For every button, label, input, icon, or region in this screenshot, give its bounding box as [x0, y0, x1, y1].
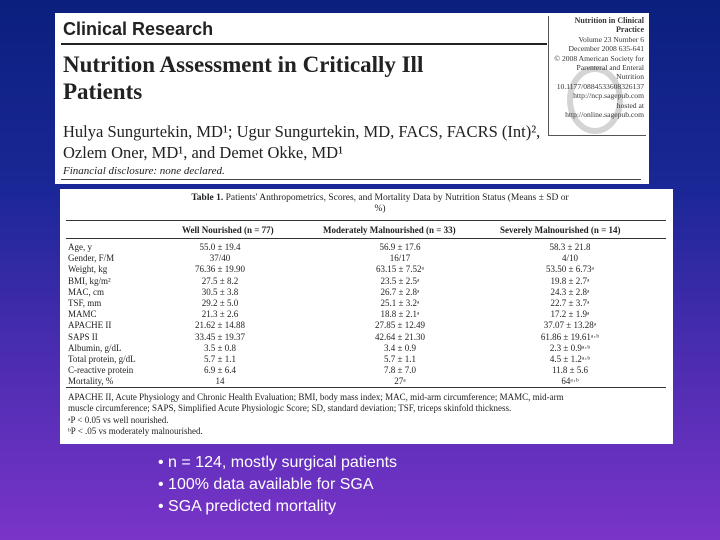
table-cell: 30.5 ± 3.8: [201, 286, 239, 297]
table-cell: 11.8 ± 5.6: [551, 365, 589, 376]
row-label: MAC, cm: [68, 286, 104, 297]
row-label: SAPS II: [68, 331, 98, 342]
table-cell: 42.64 ± 21.30: [375, 331, 425, 342]
article-header: [55, 13, 649, 184]
table-cell: 6.9 ± 6.4: [204, 365, 236, 376]
table-cell: 37.07 ± 13.28ᵃ: [543, 320, 597, 331]
table-cell: 5.7 ± 1.1: [384, 354, 416, 364]
table-cell: 7.8 ± 7.0: [384, 365, 416, 376]
journal-hosted-url: http://online.sagepub.com: [565, 110, 644, 120]
table-rule-top: [66, 220, 666, 221]
journal-doi: 10.1177/0884533608326137: [556, 81, 644, 91]
footnote-abbreviations-1: APACHE II, Acute Physiology and Chronic Health Evaluation; BMI, body mass index; MAC, mid-arm circumference; MAMC, mid-arm: [68, 392, 564, 402]
table-cell: 3.5 ± 0.8: [204, 342, 236, 353]
table-cell: 5.7 ± 1.1: [204, 354, 236, 364]
table-cell: 18.8 ± 2.1ᵃ: [380, 309, 420, 320]
journal-volume: Volume 23 Number 6: [578, 34, 644, 44]
row-label: Mortality, %: [68, 376, 114, 387]
row-label: TSF, mm: [68, 298, 102, 308]
table-cell: 58.3 ± 21.8: [549, 242, 591, 252]
table-cell: 4/10: [561, 253, 578, 264]
table-cell: 16/17: [389, 253, 411, 264]
column-header-moderate: Moderately Malnourished (n = 33): [323, 225, 456, 235]
bullet-item: • n = 124, mostly surgical patients: [158, 454, 398, 471]
table-cell: 33.45 ± 19.37: [195, 331, 245, 342]
footnote-abbreviations-2: muscle circumference; SAPS, Simplified Acute Physiologic Score; SD, standard deviation; TSF, triceps skinfold thickness.: [68, 403, 512, 413]
header-rule: [61, 43, 547, 45]
journal-info-box: [548, 16, 646, 136]
table-cell: 19.8 ± 2.7ᵃ: [550, 275, 590, 286]
table-caption-text: Patients' Anthropometrics, Scores, and Mortality Data by Nutrition Status (Means ± SD or %): [225, 193, 569, 214]
table-cell: 76.36 ± 19.90: [195, 264, 245, 275]
table-cell: 21.3 ± 2.6: [201, 309, 239, 320]
table-cell: 3.4 ± 0.9: [384, 342, 416, 353]
authors-line-2: Ozlem Oner, MD¹, and Demet Okke, MD¹: [63, 143, 344, 162]
table-cell: 14: [215, 376, 225, 387]
financial-disclosure: Financial disclosure: none declared.: [63, 165, 225, 177]
table-cell: 37/40: [209, 253, 231, 264]
header-bottom-rule: [61, 179, 641, 180]
bullet-item: • 100% data available for SGA: [158, 476, 374, 493]
table-cell: 27.5 ± 8.2: [201, 275, 239, 286]
bullet-list: [158, 452, 578, 518]
table-cell: 27ᵃ: [394, 376, 406, 387]
row-label: APACHE II: [68, 320, 112, 331]
table-cell: 56.9 ± 17.6: [379, 242, 421, 252]
table-cell: 61.86 ± 19.61ᵃ·ᵇ: [540, 331, 600, 342]
row-label: MAMC: [68, 309, 97, 320]
row-label: Gender, F/M: [68, 253, 115, 264]
row-label: Weight, kg: [68, 264, 108, 275]
author-list: [63, 121, 583, 163]
table-rule-header: [66, 238, 666, 239]
bullet-item: • SGA predicted mortality: [158, 498, 337, 515]
table-cell: 21.62 ± 14.88: [195, 320, 245, 331]
table-caption: [190, 193, 570, 215]
journal-date: December 2008 635-641: [568, 44, 644, 54]
row-label: BMI, kg/m²: [68, 275, 111, 286]
table-cell: 55.0 ± 19.4: [199, 242, 241, 252]
footnote-a: ᵃP < 0.05 vs well nourished.: [68, 415, 169, 425]
table-cell: 23.5 ± 2.5ᵃ: [380, 275, 420, 286]
column-header-well: Well Nourished (n = 77): [182, 225, 274, 235]
table-cell: 24.3 ± 2.8ᵃ: [550, 286, 590, 297]
row-label: C-reactive protein: [68, 365, 134, 376]
row-label: Age, y: [68, 242, 92, 252]
table-cell: 64ᵃ·ᵇ: [561, 376, 579, 387]
table-cell: 4.5 ± 1.2ᵃ·ᵇ: [549, 354, 591, 364]
journal-hosted: hosted at: [616, 100, 644, 110]
table-cell: 53.50 ± 6.73ᵃ: [546, 264, 594, 275]
footnote-b: ᵇP < .05 vs moderately malnourished.: [68, 426, 203, 436]
table-cell: 29.2 ± 5.0: [201, 298, 239, 308]
table-caption-label: Table 1.: [191, 193, 224, 203]
table-cell: 27.85 ± 12.49: [375, 320, 425, 331]
row-label: Total protein, g/dL: [68, 354, 136, 364]
table-cell: 17.2 ± 1.9ᵃ: [550, 309, 590, 320]
journal-url: http://ncp.sagepub.com: [573, 91, 644, 101]
table-cell: 25.1 ± 3.2ᵃ: [380, 298, 420, 308]
column-header-severe: Severely Malnourished (n = 14): [500, 225, 621, 235]
journal-name: Nutrition in Clinical Practice: [574, 16, 644, 35]
article-title: Nutrition Assessment in Critically Ill Patients: [63, 52, 424, 104]
row-label: Albumin, g/dL: [68, 342, 122, 353]
table-rule-bottom: [66, 387, 666, 388]
table-cell: 26.7 ± 2.8ᵃ: [380, 286, 420, 297]
table-cell: 63.15 ± 7.52ᵃ: [376, 264, 424, 275]
journal-society: Parenteral and Enteral Nutrition: [576, 63, 644, 82]
section-label: Clinical Research: [63, 19, 214, 39]
journal-copyright: © 2008 American Society for: [554, 53, 644, 63]
results-table: [60, 189, 673, 444]
table-cell: 22.7 ± 3.7ᵃ: [550, 298, 590, 308]
authors-line-1: Hulya Sungurtekin, MD¹; Ugur Sungurtekin, MD, FACS, FACRS (Int)²,: [63, 122, 541, 141]
table-cell: 2.3 ± 0.9ᵃ·ᵇ: [549, 342, 591, 353]
